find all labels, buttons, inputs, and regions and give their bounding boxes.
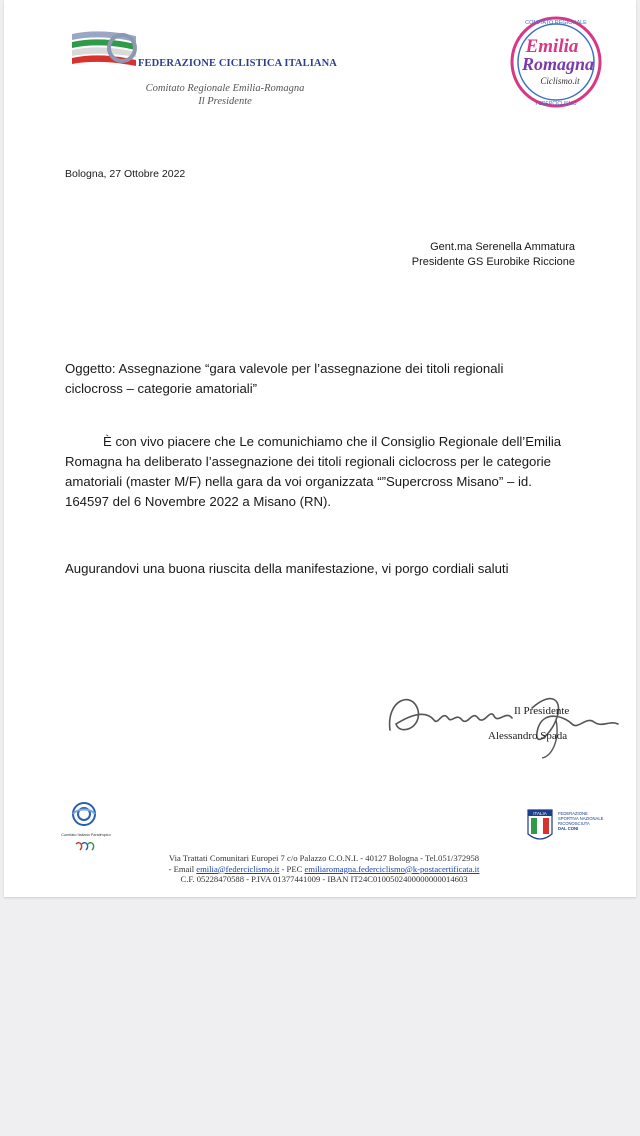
footer-fiscal: C.F. 05228470588 - P.IVA 01377441009 - IBAN IT24C0100502400000000014603 xyxy=(180,874,468,884)
body-paragraph xyxy=(65,432,575,512)
subject-block xyxy=(65,359,565,399)
body-line-3: amatoriali (master M/F) nella gara da voi organizzata “”Supercross Misano” – id. xyxy=(65,474,532,489)
handwritten-signature xyxy=(382,680,622,760)
pec-link[interactable]: emiliaromagna.federciclismo@k-postacertificata.it xyxy=(304,863,480,874)
closing-line: Augurandovi una buona riuscita della manifestazione, vi porgo cordiali saluti xyxy=(65,561,509,576)
emilia-romagna-ciclismo-logo xyxy=(502,14,610,110)
subject-line-1: Oggetto: Assegnazione “gara valevole per l’assegnazione dei titoli regionali xyxy=(65,361,504,376)
ring-top-text: COMITATO REGIONALE xyxy=(525,20,587,26)
coni-line-3: RICONOSCIUTA xyxy=(558,821,590,826)
comitato-header xyxy=(132,82,318,108)
recipient-block xyxy=(412,240,575,270)
federation-flag-logo xyxy=(66,30,138,70)
federation-name: FEDERAZIONE CICLISTICA ITALIANA xyxy=(138,58,337,69)
coni-line-2: SPORTIVA NAZIONALE xyxy=(558,816,604,821)
president-line: Il Presidente xyxy=(198,96,252,107)
footer-address-block xyxy=(144,853,504,885)
recipient-role: Presidente GS Eurobike Riccione xyxy=(411,256,575,268)
letter-date: Bologna, 27 Ottobre 2022 xyxy=(65,168,186,180)
paralympic-logo-text: Comitato Italiano Paralimpico xyxy=(61,833,111,837)
footer-address: Via Trattati Comunitari Europei 7 c/o Palazzo C.O.N.I. - 40127 Bologna - Tel.051/372958 xyxy=(168,853,480,863)
signature-name: Alessandro Spada xyxy=(488,730,568,742)
coni-badge-text: ITALIA xyxy=(533,811,547,816)
logo-word-romagna: Romagna xyxy=(521,54,595,74)
letter-page xyxy=(4,0,636,897)
signature-title: Il Presidente xyxy=(514,705,570,717)
subject-line-2: ciclocross – categorie amatoriali” xyxy=(65,381,258,396)
coni-line-4: DAL CONI xyxy=(558,826,579,831)
coni-line-1: FEDERAZIONE xyxy=(558,811,588,816)
body-line-1: È con vivo piacere che Le comunichiamo che il Consiglio Regionale dell’Emilia xyxy=(103,434,562,449)
logo-word-emilia: Emilia xyxy=(525,36,579,57)
ring-bottom-text: FEDERCICLISMO xyxy=(535,101,577,107)
body-line-2: Romagna ha deliberato l’assegnazione dei titoli regionali ciclocross per le categorie xyxy=(65,454,552,469)
comitato-line: Comitato Regionale Emilia-Romagna xyxy=(145,83,305,94)
logo-word-ciclismo: Ciclismo.it xyxy=(540,76,580,86)
email-prefix: - Email xyxy=(168,863,195,874)
paralympic-committee-logo xyxy=(56,800,116,858)
coni-recognition-logo xyxy=(526,808,620,846)
email-link[interactable]: emilia@federciclismo.it xyxy=(196,863,280,874)
body-line-4: 164597 del 6 Novembre 2022 a Misano (RN). xyxy=(65,494,332,509)
pec-prefix: - PEC xyxy=(281,863,303,874)
recipient-name: Gent.ma Serenella Ammatura xyxy=(430,241,575,253)
footer-contacts xyxy=(144,864,504,875)
